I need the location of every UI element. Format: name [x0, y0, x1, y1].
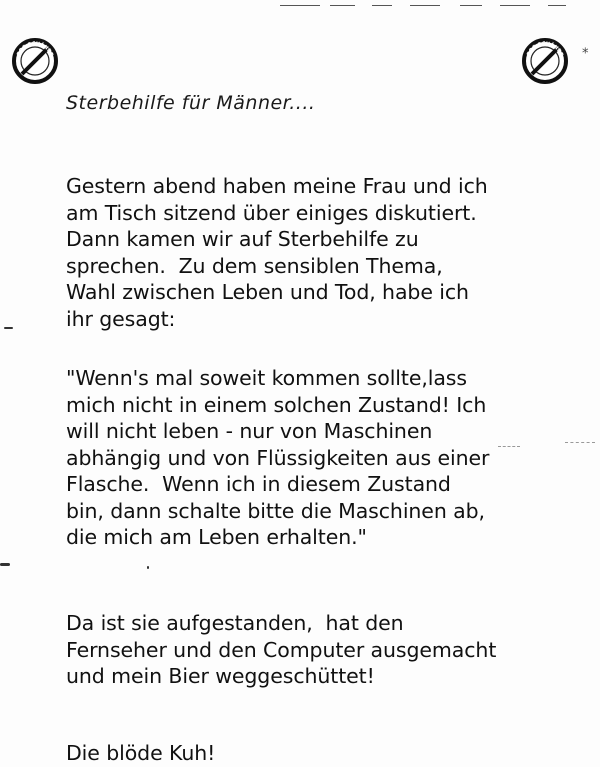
scan-artifact-line — [460, 5, 482, 6]
paragraph-quote: "Wenn's mal soweit kommen sollte,lass mich nicht in einem solchen Zustand! Ich will nicht leben - nur von Maschinen abhängig und von Flüssigkeiten aus einer Flasche. Wenn ich in diesem Zustand bin, dann schalte bitte die Maschinen ab, die mich am Leben erhalten." — [66, 366, 490, 549]
scan-artifact-mark: ⁎ — [582, 42, 589, 57]
no-symbol-icon — [10, 36, 60, 86]
scan-artifact-smudge — [147, 566, 149, 569]
paragraph-closing: Die blöde Kuh! — [66, 741, 216, 765]
page-title: Sterbehilfe für Männer.... — [66, 92, 316, 114]
stamp-logo-left — [10, 36, 60, 86]
paragraph-intro: Gestern abend haben meine Frau und ich am Tisch sitzend über einiges diskutiert. Dann kamen wir auf Sterbehilfe zu sprechen. Zu dem sensiblen Thema, Wahl zwischen Leben und Tod, habe ich ihr gesagt: — [66, 174, 488, 331]
scan-artifact-line — [280, 5, 320, 6]
scan-artifact-smudge — [4, 327, 13, 329]
scan-artifact-line — [330, 5, 355, 6]
scan-artifact-line — [410, 5, 440, 6]
stamp-logo-right — [520, 36, 570, 86]
scan-artifact-smudge — [0, 563, 10, 566]
scan-artifact-line — [372, 5, 392, 6]
paragraph-punchline: Da ist sie aufgestanden, hat den Fernseher und den Computer ausgemacht und mein Bier weggeschüttet! — [66, 611, 497, 688]
scan-artifact-line — [548, 5, 566, 6]
scan-artifact-dashes — [498, 446, 520, 448]
no-symbol-icon — [520, 36, 570, 86]
scan-artifact-line — [500, 5, 530, 6]
svg-text:POF-SCHÄNDE: POF-SCHÄNDE — [16, 40, 55, 58]
scan-artifact-dashes — [565, 442, 595, 444]
svg-text:POF-SCHÄNDE: POF-SCHÄNDE — [526, 40, 565, 58]
